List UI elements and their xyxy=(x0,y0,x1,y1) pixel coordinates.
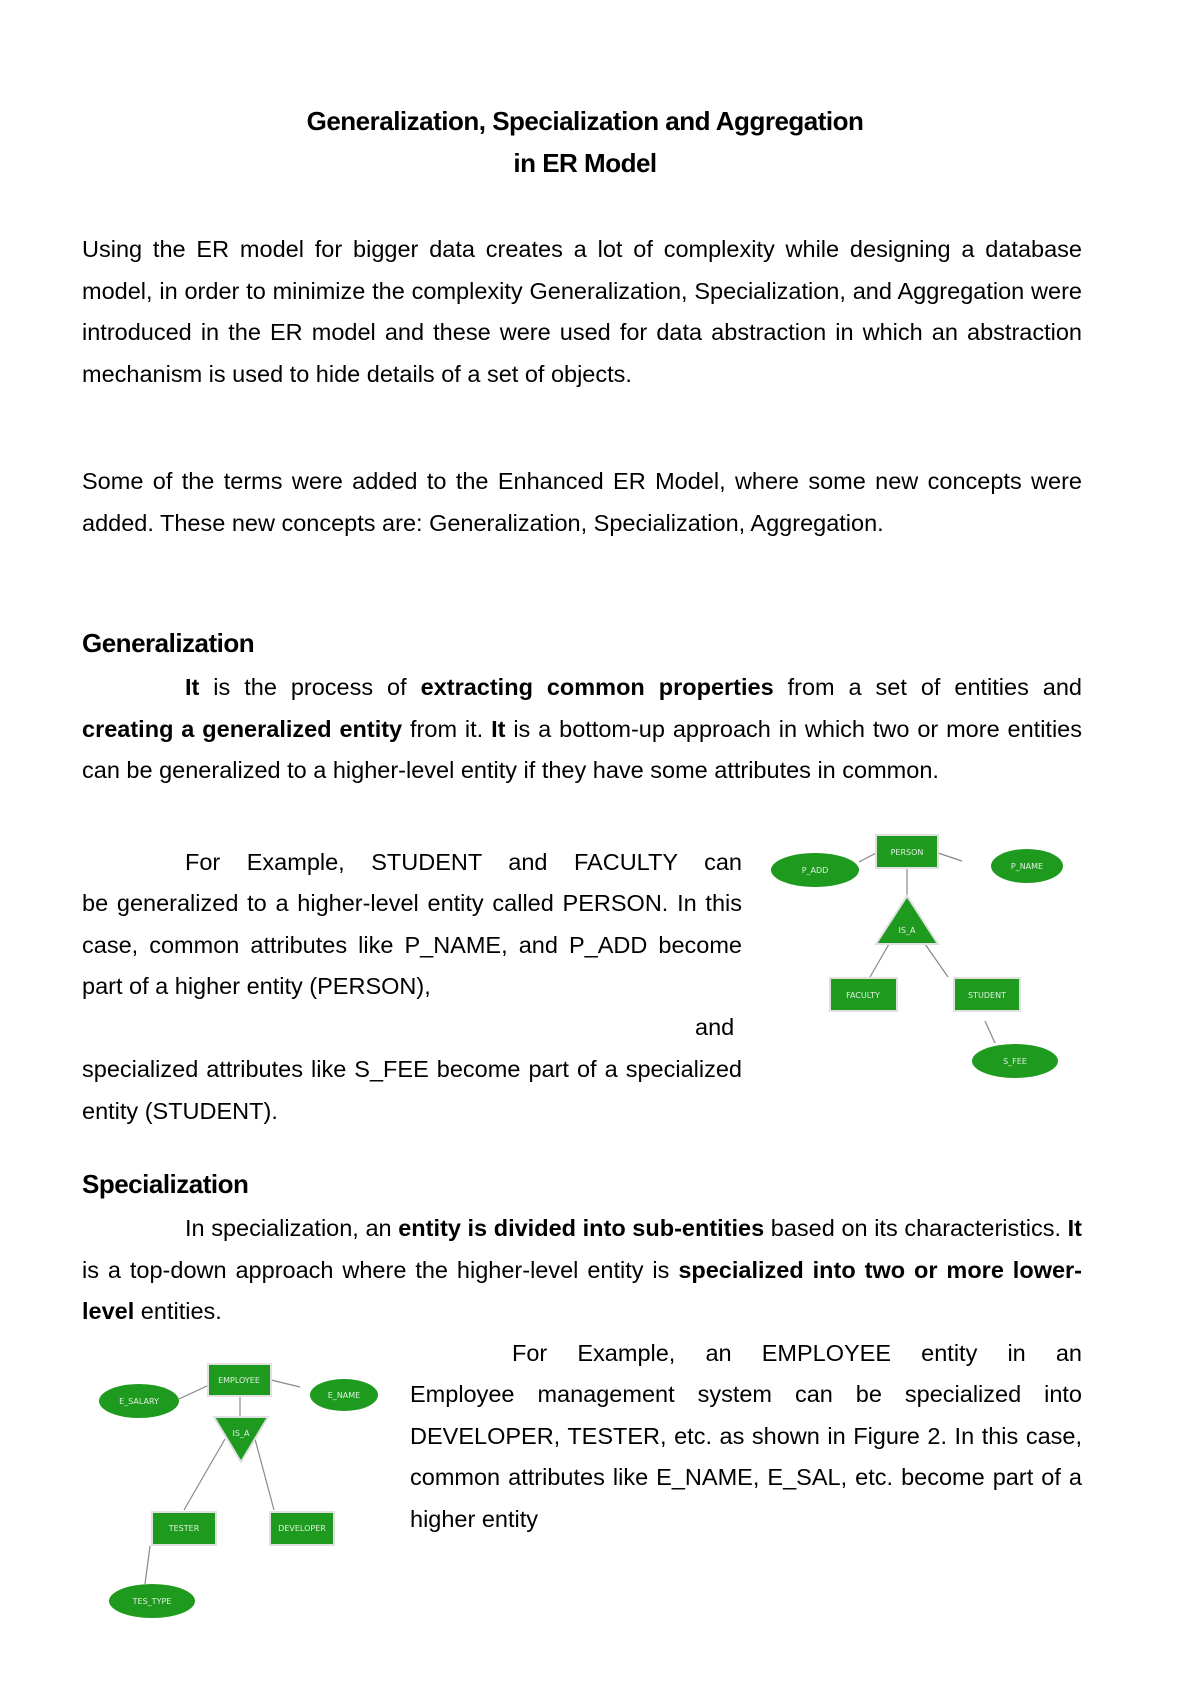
intro-paragraph-1: Using the ER model for bigger data creates a lot of complexity while designing a database model, in order to minimize the complexity Generalization, Specialization, and Aggregation were introduced in the ER model and these were used for data abstraction in which an abstraction mechanism is used to hide details of a set of objects. xyxy=(82,236,1082,387)
developer-entity xyxy=(270,1512,334,1545)
svg-text:E_NAME: E_NAME xyxy=(327,1391,361,1400)
student-entity xyxy=(954,978,1020,1011)
generalization-example-line1: For Example, STUDENT and FACULTY can xyxy=(185,849,742,875)
specialization-heading: Specialization xyxy=(82,1169,249,1199)
s-fee-attribute xyxy=(972,1044,1058,1078)
specialization-paragraph: In specialization, an entity is divided into sub-entities based on its characteristics. It is a top-down approach where the higher-level entity is specialized into two or more lower-level entities. xyxy=(82,1215,1083,1324)
tester-entity xyxy=(152,1512,216,1545)
svg-text:STUDENT: STUDENT xyxy=(968,991,1006,1000)
svg-text:P_ADD: P_ADD xyxy=(801,866,829,875)
specialization-example-body: Employee management system can be specialized into DEVELOPER, TESTER, etc. as shown in Figure 2. In this case, common attributes like E_NAME, E_SAL, etc. become part of a higher entity xyxy=(410,1381,1082,1532)
svg-text:TES_TYPE: TES_TYPE xyxy=(132,1597,172,1606)
faculty-entity xyxy=(830,978,897,1011)
generalization-example-body: be generalized to a higher-level entity called PERSON. In this case, common attributes like P_NAME, and P_ADD become part of a higher entity (PERSON), xyxy=(82,890,742,999)
p-name-attribute xyxy=(991,849,1063,883)
is-a-triangle xyxy=(876,896,938,944)
e-name-attribute xyxy=(310,1379,378,1411)
svg-text:DEVELOPER: DEVELOPER xyxy=(278,1524,326,1533)
svg-text:S_FEE: S_FEE xyxy=(1003,1057,1027,1066)
svg-text:TESTER: TESTER xyxy=(168,1524,200,1533)
person-entity xyxy=(876,835,938,868)
e-salary-attribute xyxy=(99,1384,179,1418)
svg-text:IS_A: IS_A xyxy=(232,1429,250,1438)
svg-text:E_SALARY: E_SALARY xyxy=(119,1397,159,1406)
svg-text:PERSON: PERSON xyxy=(890,848,924,857)
specialization-example-line1: For Example, an EMPLOYEE entity in an xyxy=(512,1340,1082,1366)
tes-type-attribute xyxy=(109,1584,195,1618)
generalization-example-end: specialized attributes like S_FEE become part of a specialized entity (STUDENT). xyxy=(82,1056,742,1124)
svg-text:EMPLOYEE: EMPLOYEE xyxy=(218,1376,260,1385)
specialization-diagram xyxy=(90,1355,390,1625)
intro-paragraph-2: Some of the terms were added to the Enhanced ER Model, where some new concepts were added. These new concepts are: Generalization, Specialization, Aggregation. xyxy=(82,468,1082,536)
p-add-attribute xyxy=(771,853,859,887)
svg-text:P_NAME: P_NAME xyxy=(1010,862,1044,871)
generalization-diagram xyxy=(770,825,1080,1095)
document-title: Generalization, Specialization and Aggregation xyxy=(306,106,864,136)
generalization-heading: Generalization xyxy=(82,628,255,658)
generalization-paragraph: It is the process of extracting common properties from a set of entities and creating a generalized entity from it. It is a bottom-up approach in which two or more entities can be generalized to a higher-level entity if they have some attributes in common. xyxy=(82,674,1083,783)
employee-entity xyxy=(208,1364,271,1396)
svg-text:IS_A: IS_A xyxy=(898,926,916,935)
document-subtitle: in ER Model xyxy=(513,148,657,178)
generalization-example-and: and xyxy=(695,1014,735,1040)
svg-text:FACULTY: FACULTY xyxy=(846,991,880,1000)
